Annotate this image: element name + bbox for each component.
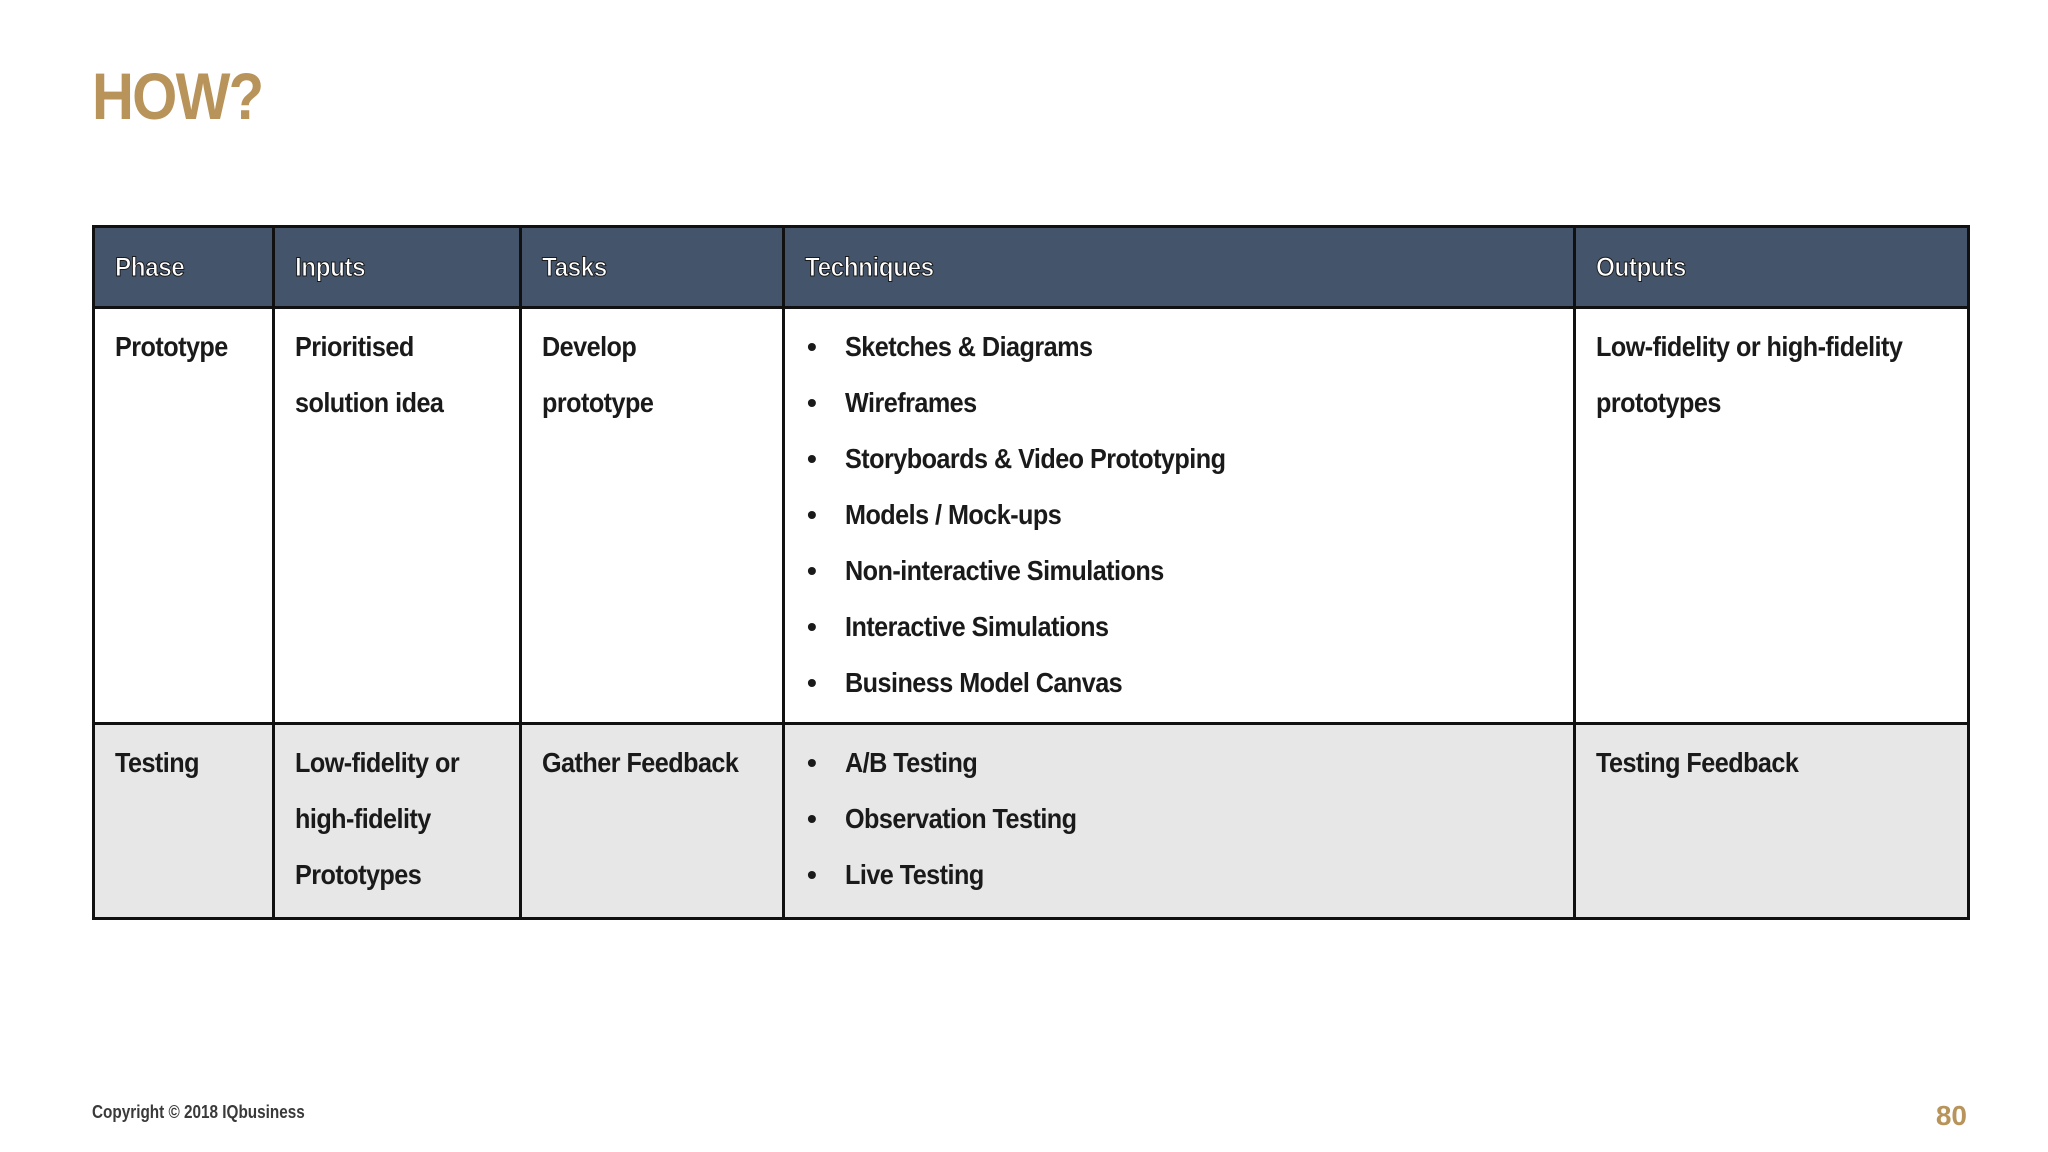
phase-table [92,225,1970,920]
list-item: • Wireframes [805,375,1553,431]
cell-tasks: Gather Feedback [521,724,784,919]
list-item: • Business Model Canvas [805,655,1553,711]
copyright-text: Copyright © 2018 IQbusiness [92,1102,305,1122]
header-phase: Phase [94,227,274,308]
cell-phase: Prototype [94,308,274,724]
list-item: • Observation Testing [805,791,1553,847]
cell-outputs: Testing Feedback [1575,724,1969,919]
cell-inputs: Prioritised solution idea [274,308,521,724]
list-item: • A/B Testing [805,735,1553,791]
header-techniques: Techniques [784,227,1575,308]
table-row [94,308,1969,724]
list-item: • Live Testing [805,847,1553,903]
list-item: • Storyboards & Video Prototyping [805,431,1553,487]
header-tasks: Tasks [521,227,784,308]
cell-tasks: Develop prototype [521,308,784,724]
table-row [94,724,1969,919]
list-item: • Models / Mock-ups [805,487,1553,543]
header-inputs: Inputs [274,227,521,308]
list-item: • Interactive Simulations [805,599,1553,655]
list-item: • Non-interactive Simulations [805,543,1553,599]
cell-phase: Testing [94,724,274,919]
cell-techniques [784,308,1575,724]
cell-techniques [784,724,1575,919]
cell-inputs: Low-fidelity or high-fidelity Prototypes [274,724,521,919]
cell-outputs: Low-fidelity or high-fidelity prototypes [1575,308,1969,724]
techniques-list [805,735,1553,903]
techniques-list [805,319,1553,711]
slide-title: HOW? [92,59,263,133]
header-outputs: Outputs [1575,227,1969,308]
page-number: 80 [1935,1100,1967,1131]
table-header-row [94,227,1969,308]
list-item: • Sketches & Diagrams [805,319,1553,375]
